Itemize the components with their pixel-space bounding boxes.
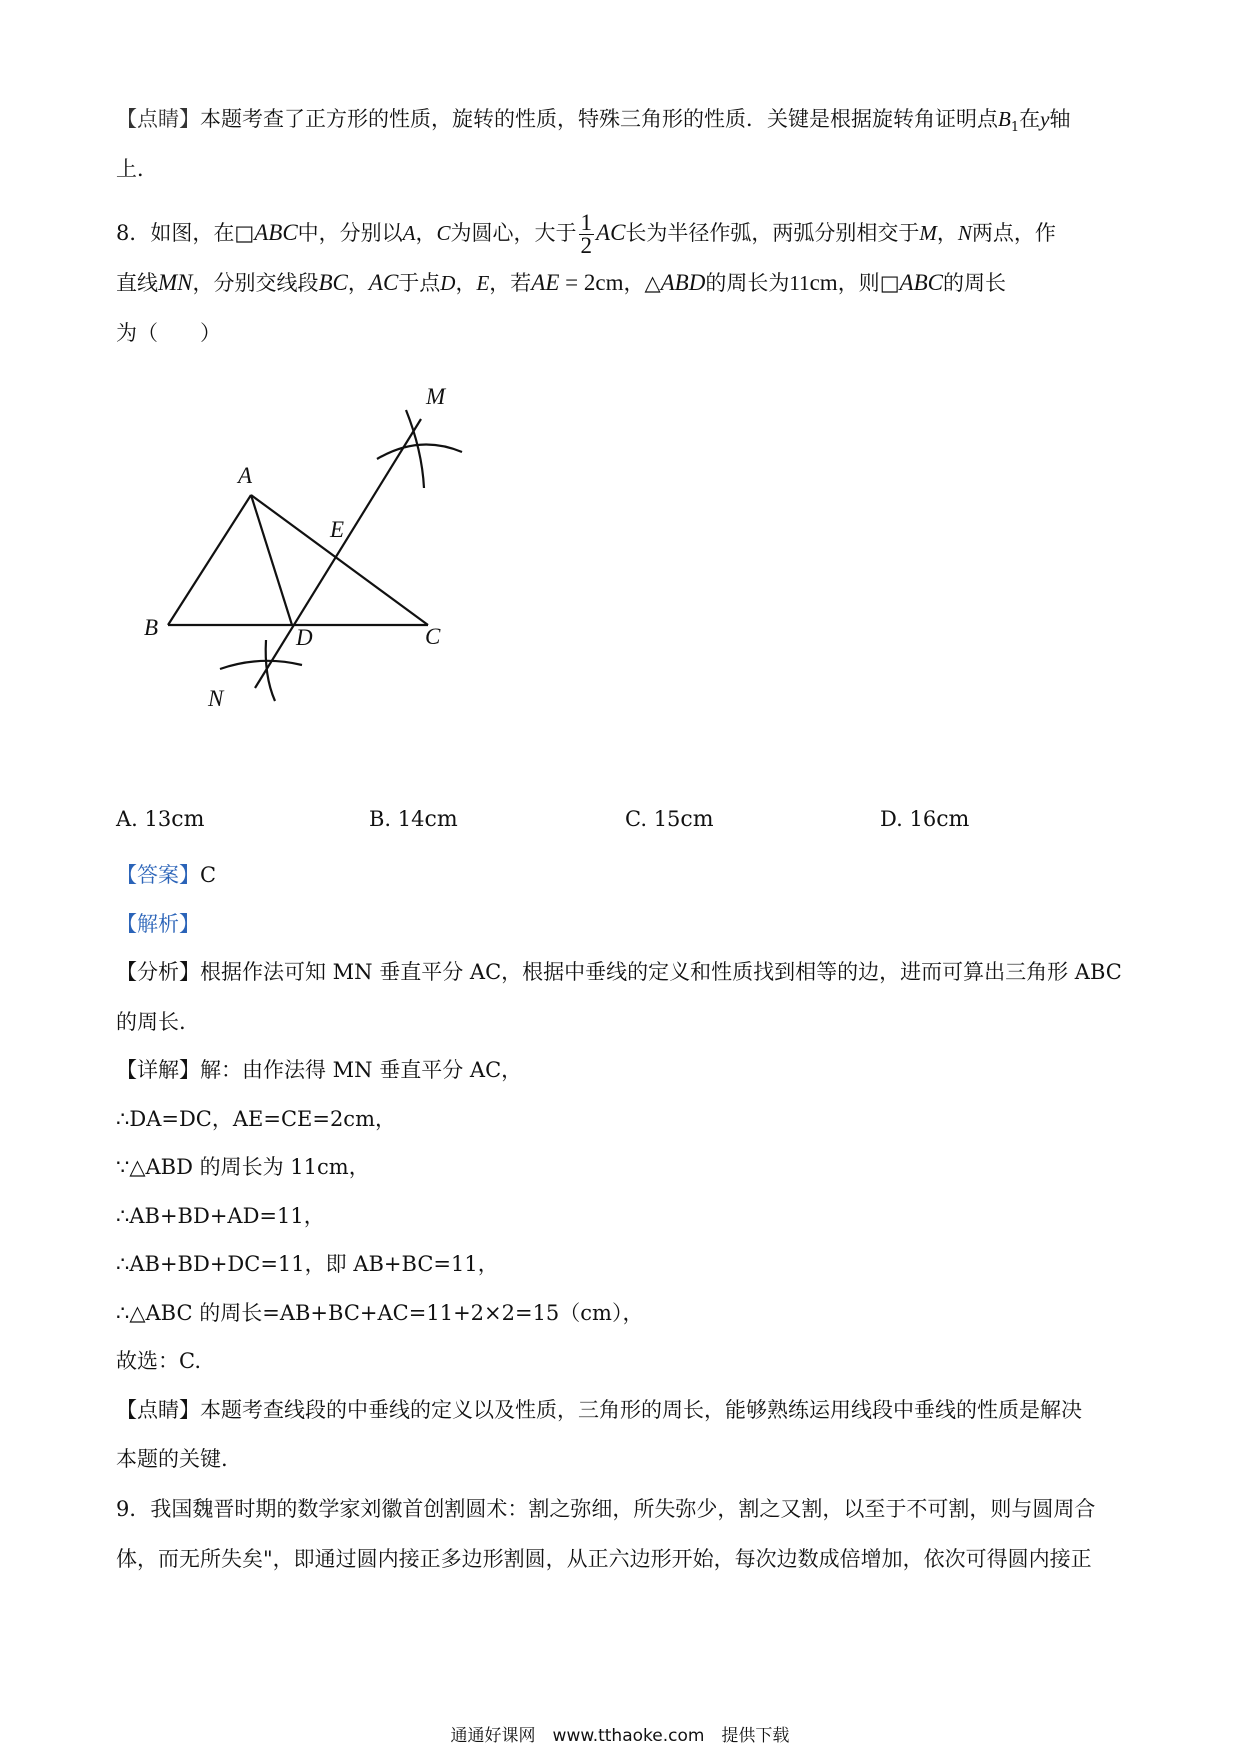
detail-lead: 【详解】解：由作法得 MN 垂直平分 AC， bbox=[116, 1058, 523, 1082]
segment-ac bbox=[251, 495, 428, 625]
label-d: D bbox=[296, 625, 313, 650]
analysis-tag: 【解析】 bbox=[116, 912, 200, 936]
label-n: N bbox=[208, 686, 224, 710]
construction-figure bbox=[130, 380, 470, 710]
prev-point-line1: 【点睛】本题考查了正方形的性质，旋转的性质，特殊三角形的性质．关键是根据旋转角证明点$B_1$在y轴 bbox=[116, 107, 1071, 136]
option-c: C. 15cm bbox=[625, 807, 714, 832]
point-line2: 本题的关键. bbox=[116, 1447, 228, 1471]
point-tag: 【点睛】 bbox=[116, 1398, 200, 1422]
arc-n-2 bbox=[266, 640, 275, 701]
q9-line2: 体，而无所失矣"，即通过圆内接正多边形割圆，从正六边形开始，每次边数成倍增加，依次可得圆内接正 bbox=[116, 1547, 1092, 1571]
answer-line bbox=[116, 862, 216, 888]
arc-n-1 bbox=[220, 661, 302, 669]
detail-tag: 【详解】 bbox=[116, 1058, 200, 1082]
q8-line1: 8．如图，在□ABC中，分别以A，C为圆心，大于 $\frac{1}{2}$ AC长为半径作弧，两弧分别相交于M，N两点，作 bbox=[116, 210, 1056, 258]
fenxi-tag: 【分析】 bbox=[116, 960, 200, 984]
page-footer: 通通好课网 www.tthaoke.com 提供下载 bbox=[450, 1726, 790, 1746]
prev-point-line2: 上． bbox=[116, 157, 158, 181]
option-b: B. 14cm bbox=[369, 807, 458, 832]
one-half-fraction: $\frac{1}{2}$ bbox=[580, 210, 593, 258]
label-a: A bbox=[238, 463, 253, 488]
option-a: A. 13cm bbox=[116, 807, 205, 832]
q8-line2: 直线MN，分别交线段BC，AC于点D，E，若AE = 2cm，△ABD的周长为11cm，则□ABC的周长 bbox=[116, 270, 1006, 295]
fenxi-line2: 的周长. bbox=[116, 1010, 186, 1034]
point-line1: 【点睛】本题考查线段的中垂线的定义以及性质，三角形的周长，能够熟练运用线段中垂线的性质是解决 bbox=[116, 1398, 1082, 1422]
prev-point-tag: 【点睛】 bbox=[116, 107, 200, 131]
detail-step: ∴DA=DC，AE=CE=2cm， bbox=[116, 1107, 396, 1131]
fenxi-line1: 【分析】根据作法可知 MN 垂直平分 AC，根据中垂线的定义和性质找到相等的边，进而可算出三角形 ABC bbox=[116, 960, 1122, 984]
detail-step: 故选：C. bbox=[116, 1349, 201, 1373]
detail-step: ∵△ABD 的周长为 11cm， bbox=[116, 1155, 370, 1179]
detail-step: ∴AB+BD+AD=11， bbox=[116, 1204, 325, 1228]
answer-tag: 【答案】 bbox=[116, 863, 200, 887]
answer-value: C bbox=[200, 863, 217, 887]
segment-ad bbox=[251, 495, 292, 625]
q9-line1: 9．我国魏晋时期的数学家刘徽首创割圆术：割之弥细，所失弥少，割之又割，以至于不可割，则与圆周合 bbox=[116, 1497, 1096, 1521]
label-m: M bbox=[426, 384, 446, 409]
detail-step: ∴AB+BD+DC=11，即 AB+BC=11， bbox=[116, 1252, 499, 1276]
option-d: D. 16cm bbox=[880, 807, 970, 832]
label-e: E bbox=[330, 517, 345, 542]
line-mn bbox=[255, 419, 421, 688]
segment-ab bbox=[168, 495, 251, 625]
label-c: C bbox=[425, 624, 441, 649]
label-b: B bbox=[144, 615, 159, 640]
q8-line3: 为（ ） bbox=[116, 321, 221, 345]
detail-step: ∴△ABC 的周长=AB+BC+AC=11+2×2=15（cm）， bbox=[116, 1301, 644, 1325]
arc-m-2 bbox=[406, 410, 424, 488]
